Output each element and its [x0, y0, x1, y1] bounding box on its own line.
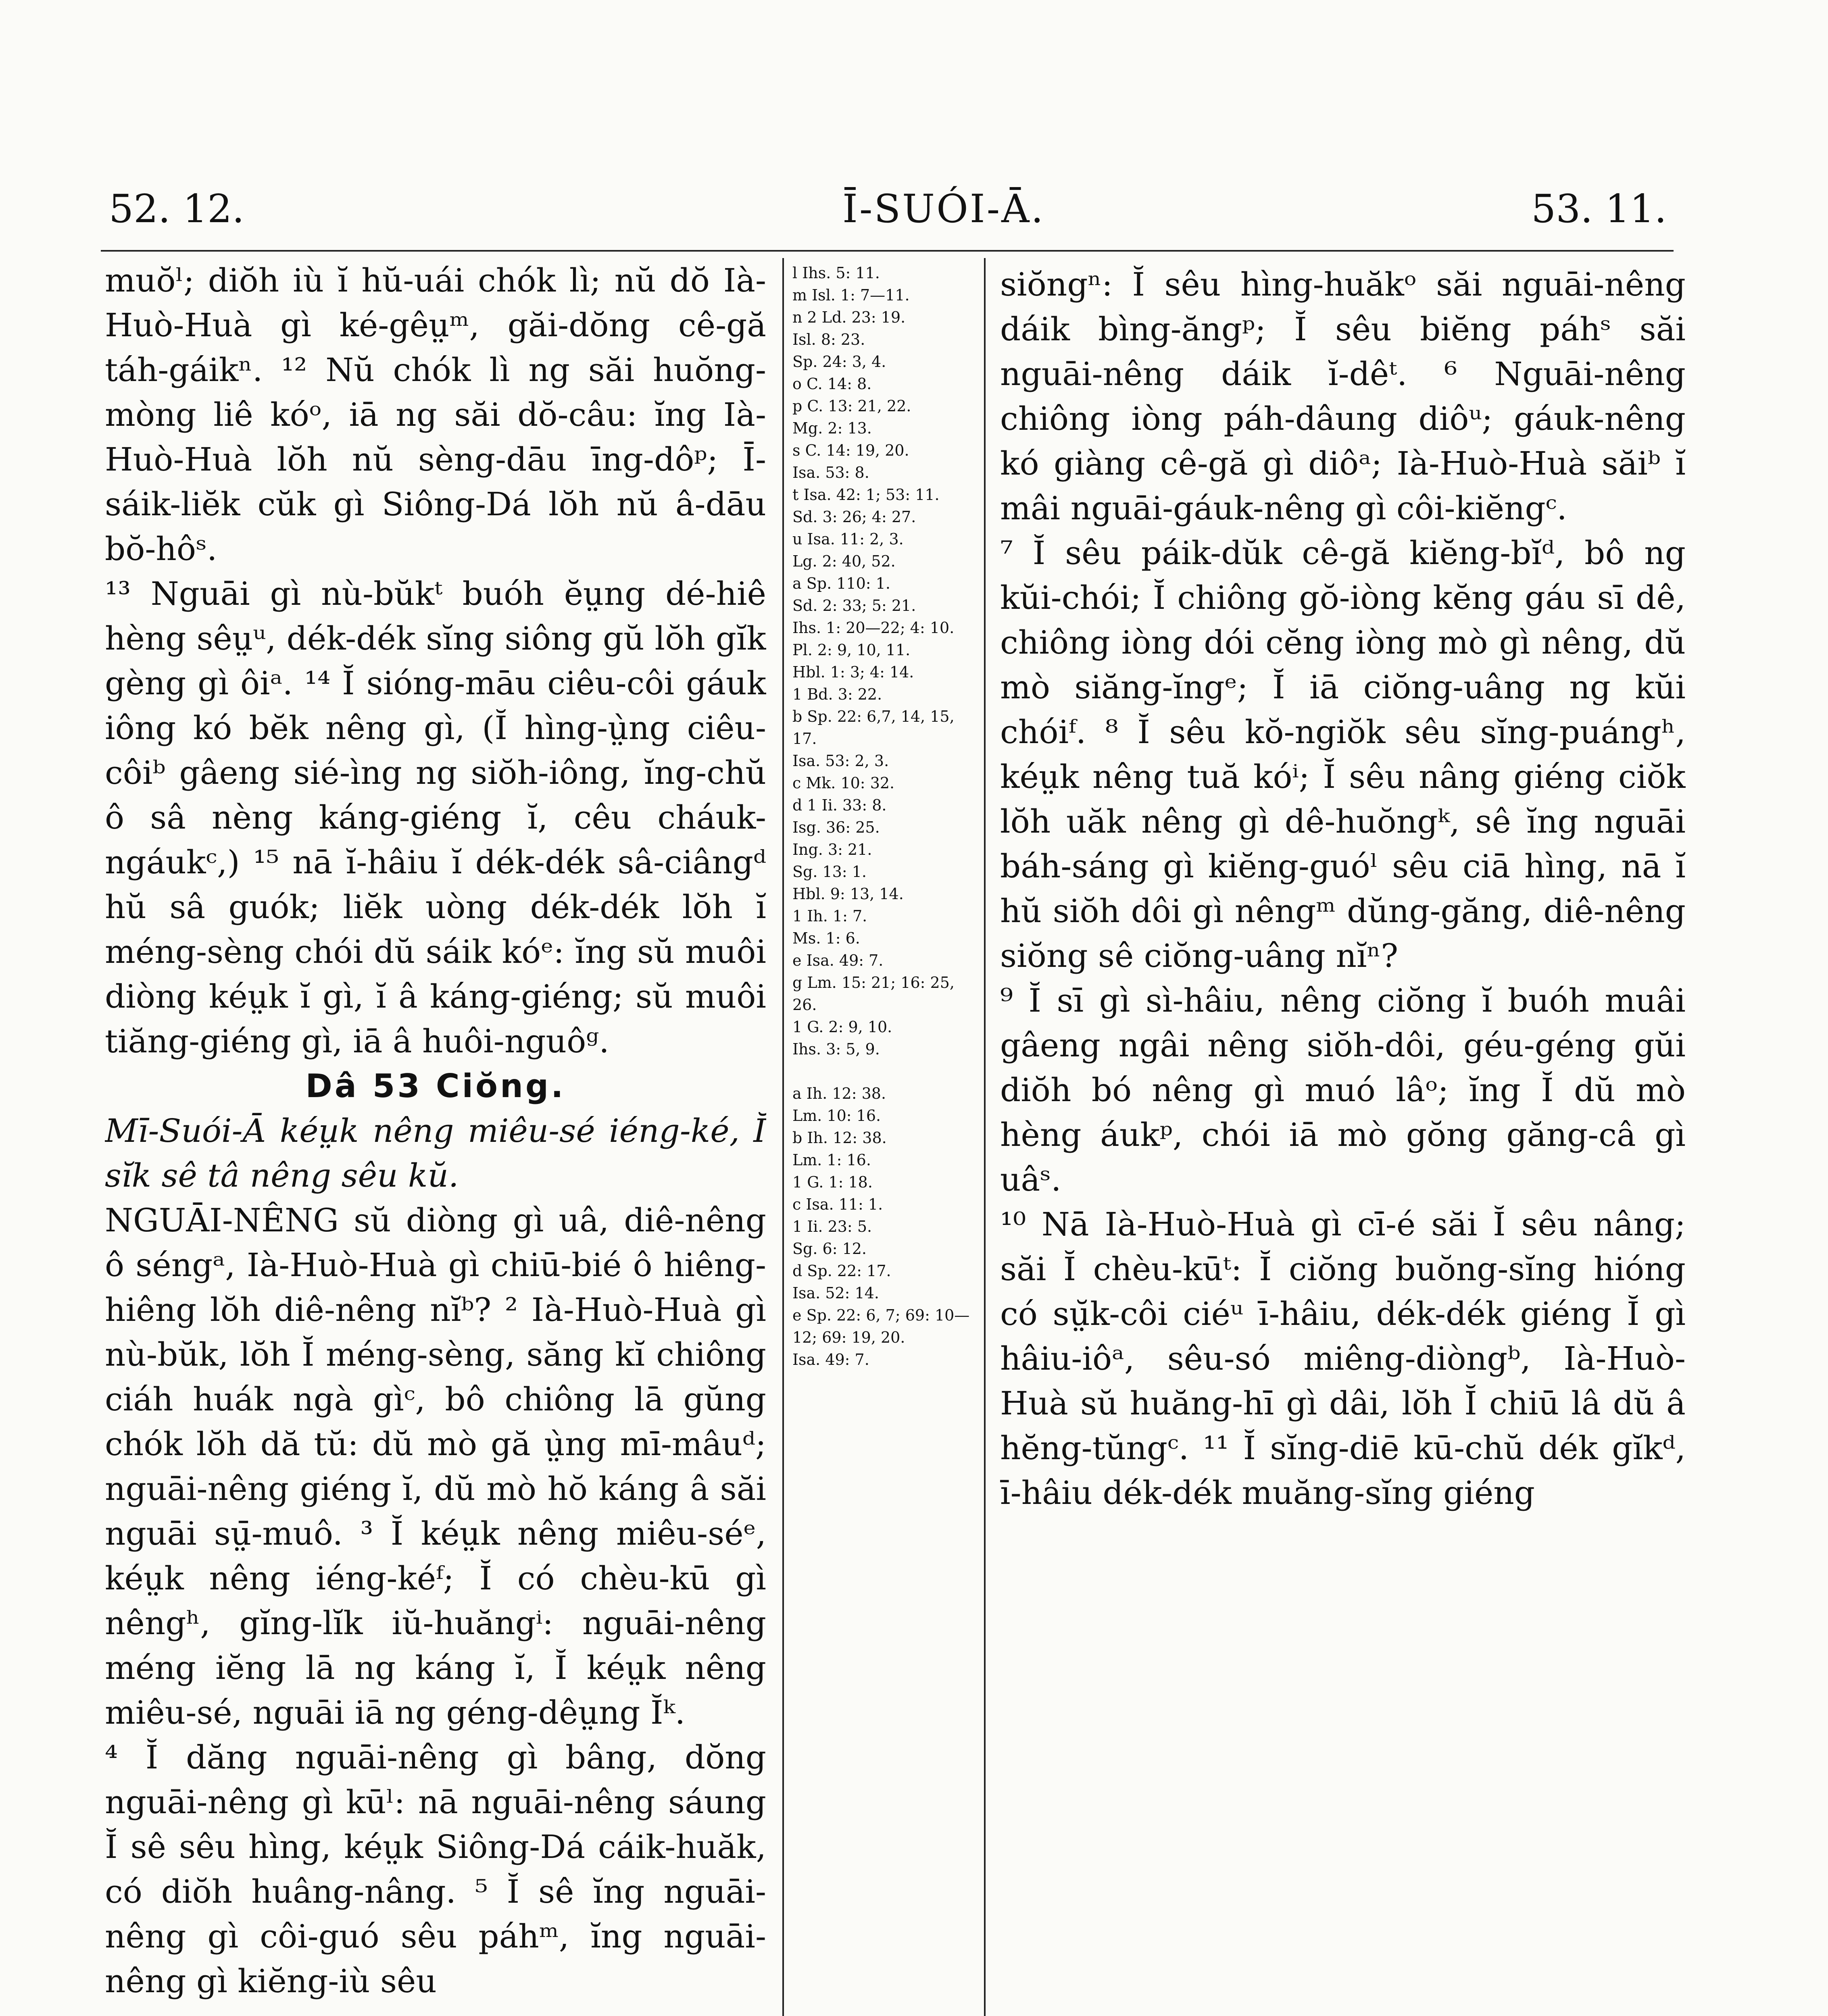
chapter-heading: Dâ 53 Ciŏng.	[305, 1067, 566, 1105]
cross-reference-column: l Ihs. 5: 11. m Isl. 1: 7—11. n 2 Ld. 23: 19. Isl. 8: 23. Sp. 24: 3, 4. o C. 14: 8. p C. 13: 21, 22. Mg. 2: 13. s C. 14: 19, 20. Isa. 53: 8. t Isa. 42: 1; 53: 11. Sd. 3: 26; 4: 27. u Isa. 11: 2, 3. Lg. 2: 40, 52. a Sp. 110: 1. Sd. 2: 33; 5: 21. Ihs. 1: 20—22; 4: 10. Pl. 2: 9, 10, 11. Hbl. 1: 3; 4: 14. 1 Bd. 3: 22. b Sp. 22: 6,7, 14, 15, 17. Isa. 53: 2, 3. c Mk. 10: 32. d 1 Ii. 33: 8. Isg. 36: 25. Ing. 3: 21. Sg. 13: 1. Hbl. 9: 13, 14. 1 Ih. 1: 7. Ms. 1: 6. e Isa. 49: 7. g Lm. 15: 21; 16: 25, 26. 1 G. 2: 9, 10. Ihs. 3: 5, 9. a Ih. 12: 38. Lm. 10: 16. b Ih. 12: 38. Lm. 1: 16. 1 G. 1: 18. c Isa. 11: 1. 1 Ii. 23: 5. Sg. 6: 12. d Sp. 22: 17. Isa. 52: 14. e Sp. 22: 6, 7; 69: 10—12; 69: 19, 20. Isa. 49: 7.	[792, 264, 970, 1368]
verse-paragraph: ⁴ Ĭ dăng nguāi-nêng gì bâng, dŏng nguāi-nêng gì kūˡ: nā nguāi-nêng sáung Ĭ sê sêu hìng, kéṳk Siông-Dá cáik-huăk, có diŏh huâng-nâng. ⁵ Ĭ sê ĭng nguāi-nêng gì côi-guó sêu páhᵐ, ĭng nguāi-nêng gì kiĕng-iù sêu	[105, 1739, 766, 2000]
header-left-reference: 52. 12.	[109, 186, 244, 231]
verse-paragraph: ⁷ Ĭ sêu páik-dŭk cê-gă kiĕng-bĭᵈ, bô ng kŭi-chói; Ĭ chiông gŏ-iòng kĕng gáu sī dê, chiông iòng dói cĕng iòng mò gì nêng, dŭ mò siăng-ĭngᵉ; Ĭ iā ciŏng-uâng ng kŭi chóiᶠ. ⁸ Ĭ sêu kŏ-ngiŏk sêu sĭng-puángʰ, kéṳk nêng tuă kóⁱ; Ĭ sêu nâng giéng ciŏk lŏh uăk nêng gì dê-huŏngᵏ, sê ĭng nguāi báh-sáng gì kiĕng-guóˡ sêu ciā hìng, nā ĭ hŭ siŏh dôi gì nêngᵐ dŭng-găng, diê-nêng siŏng sê ciŏng-uâng nĭⁿ?	[1000, 534, 1686, 975]
right-text-column	[1000, 262, 1686, 2016]
header-book-title: Ī-SUÓI-Ā.	[842, 186, 1045, 231]
verse-paragraph: ⁹ Ĭ sī gì sì-hâiu, nêng ciŏng ĭ buóh muâi gâeng ngâi nêng siŏh-dôi, géu-géng gŭi diŏh bó nêng gì muó lâᵒ; ĭng Ĭ dŭ mò hèng áukᵖ, chói iā mò gŏng găng-câ gì uâˢ.	[1000, 982, 1686, 1198]
left-text-column	[105, 258, 766, 2016]
header-right-reference: 53. 11.	[1531, 186, 1667, 231]
verse-paragraph: ¹⁰ Nā Ià-Huò-Huà gì cī-é săi Ĭ sêu nâng; săi Ĭ chèu-kūᵗ: Ĭ ciŏng buŏng-sĭng hióng có sṳ̆k-côi ciéᵘ ī-hâiu, dék-dék giéng Ĭ gì hâiu-iôᵃ, sêu-só miêng-diòngᵇ, Ià-Huò-Huà sŭ huăng-hī gì dâi, lŏh Ĭ chiū lâ dŭ â hĕng-tŭngᶜ. ¹¹ Ĭ sĭng-diē kū-chŭ dék gĭkᵈ, ī-hâiu dék-dék muăng-sĭng giéng	[1000, 1206, 1686, 1512]
verse-paragraph: muŏˡ; diŏh iù ĭ hŭ-uái chók lì; nŭ dŏ Ià-Huò-Huà gì ké-gêṳᵐ, găi-dŏng cê-gă táh-gáikⁿ. ¹² Nŭ chók lì ng săi huŏng-mòng liê kóᵒ, iā ng săi dŏ-câu: ĭng Ià-Huò-Huà lŏh nŭ sèng-dāu īng-dôᵖ; Ī-sáik-liĕk cŭk gì Siông-Dá lŏh nŭ â-dāu bŏ-hôˢ.	[105, 262, 766, 568]
chapter-summary: Mī-Suói-Ā kéṳk nêng miêu-sé iéng-ké, Ĭ sĭk sê tâ nêng sêu kŭ.	[105, 1112, 766, 1194]
verse-paragraph: NGUĀI-NÊNG sŭ diòng gì uâ, diê-nêng ô séngᵃ, Ià-Huò-Huà gì chiū-bié ô hiêng-hiêng lŏh diê-nêng nĭᵇ? ² Ià-Huò-Huà gì nù-bŭk, lŏh Ĭ méng-sèng, săng kĭ chiông ciáh huák ngà gìᶜ, bô chiông lā gŭng chók lŏh dă tŭ: dŭ mò gă ṳ̀ng mī-mâuᵈ; nguāi-nêng giéng ĭ, dŭ mò hŏ káng â săi nguāi sṳ̄-muô. ³ Ĭ kéṳk nêng miêu-séᵉ, kéṳk nêng iéng-kéᶠ; Ĭ có chèu-kū gì nêngʰ, gĭng-lĭk iŭ-huăngⁱ: nguāi-nêng méng iĕng lā ng káng ĭ, Ĭ kéṳk nêng miêu-sé, nguāi iā ng géng-dêṳng Ĭᵏ.	[105, 1202, 766, 1731]
header-rule	[101, 250, 1674, 252]
verse-paragraph: siŏngⁿ: Ĭ sêu hìng-huăkᵒ săi nguāi-nêng dáik bìng-ăngᵖ; Ĭ sêu biĕng páhˢ săi nguāi-nêng dáik ĭ-dêᵗ. ⁶ Nguāi-nêng chiông iòng páh-dâung diôᵘ; gáuk-nêng kó giàng cê-gă gì diôᵃ; Ià-Huò-Huà săiᵇ ĭ mâi nguāi-gáuk-nêng gì côi-kiĕngᶜ.	[1000, 266, 1686, 527]
column-divider	[984, 258, 986, 2016]
verse-paragraph: ¹³ Nguāi gì nù-bŭkᵗ buóh ĕṳng dé-hiê hèng sêṳᵘ, dék-dék sĭng siông gŭ lŏh gĭk gèng gì ôiᵃ. ¹⁴ Ĭ sióng-māu ciêu-côi gáuk iông kó bĕk nêng gì, (Ĭ hìng-ṳ̀ng ciêu-côiᵇ gâeng sié-ìng ng siŏh-iông, ĭng-chŭ ô sâ nèng káng-giéng ĭ, cêu cháuk-ngáukᶜ,) ¹⁵ nā ĭ-hâiu ĭ dék-dék sâ-ciângᵈ hŭ sâ guók; liĕk uòng dék-dék lŏh ĭ méng-sèng chói dŭ sáik kóᵉ: ĭng sŭ muôi diòng kéṳk ĭ gì, ĭ â káng-giéng; sŭ muôi tiăng-giéng gì, iā â huôi-nguôᵍ.	[105, 575, 766, 1060]
column-divider	[782, 258, 784, 2016]
